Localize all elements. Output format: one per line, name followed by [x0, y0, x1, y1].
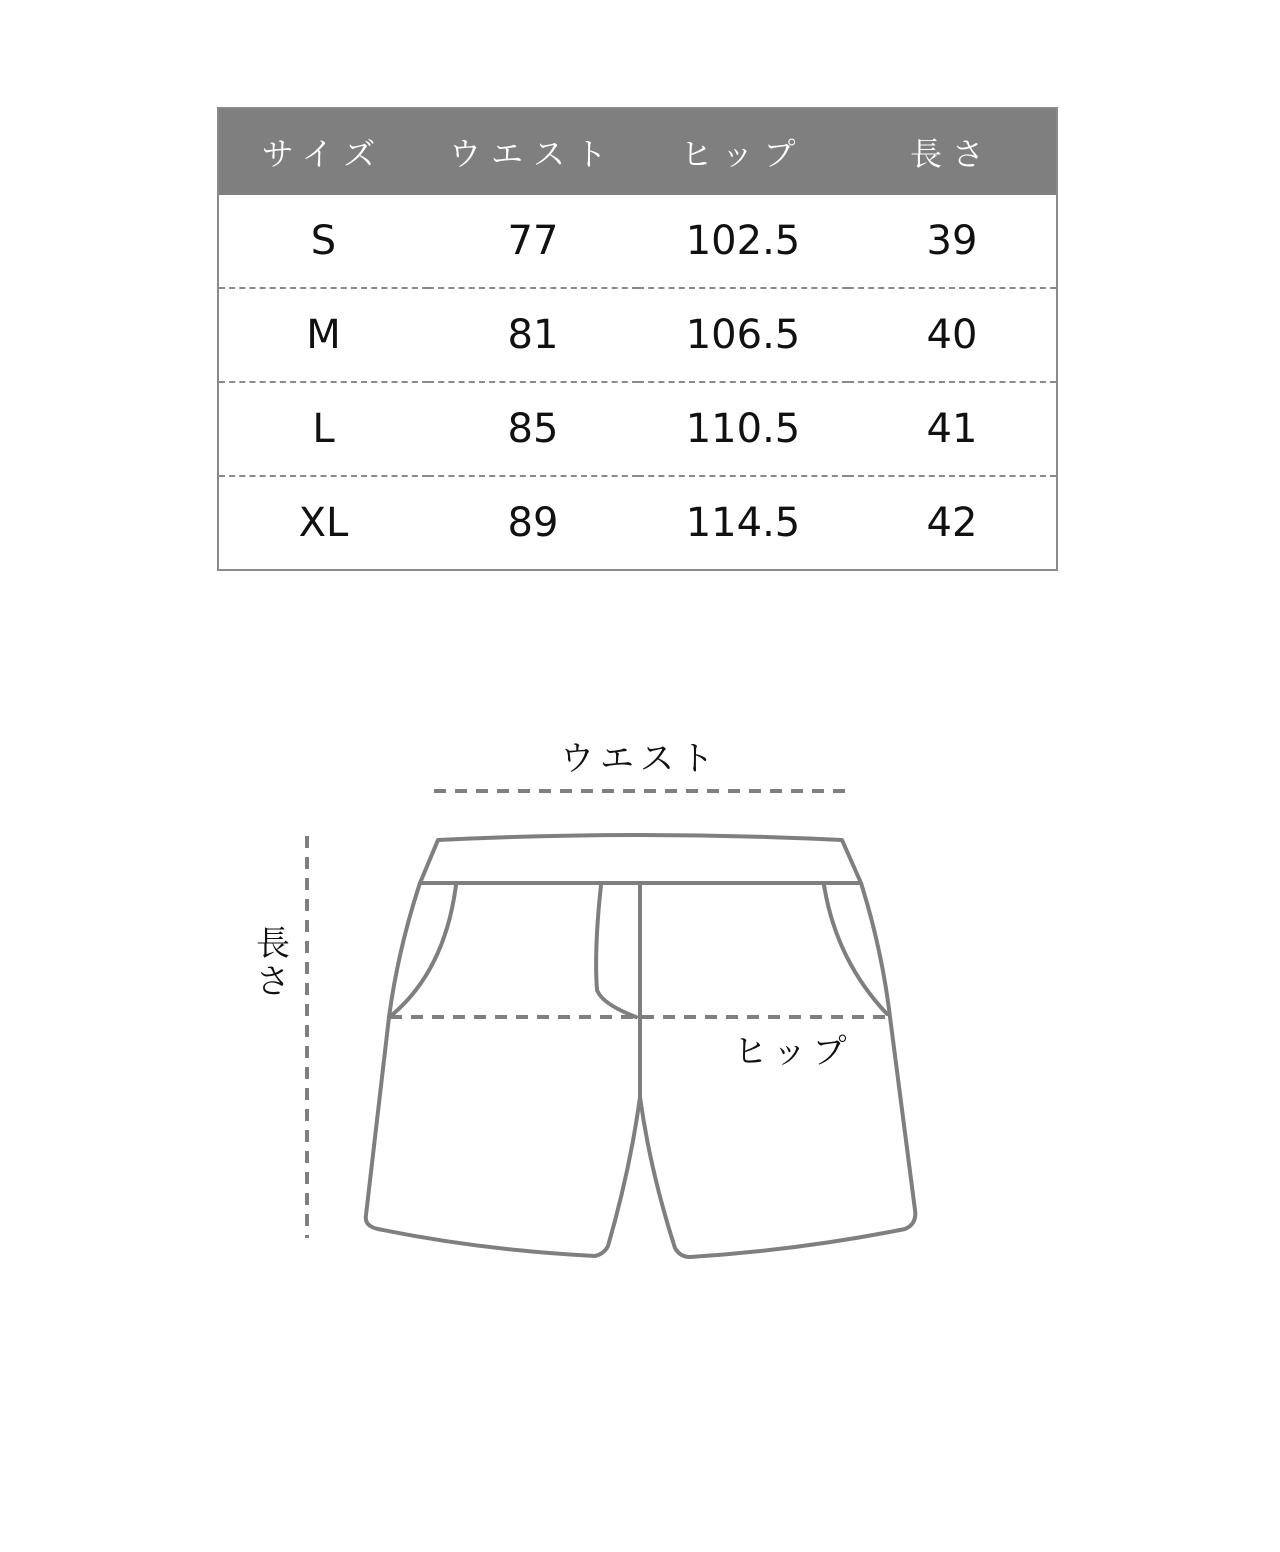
header-hip: ヒップ [638, 108, 848, 195]
table-row [218, 195, 1057, 288]
cell-size: M [218, 288, 428, 382]
cell-length: 42 [926, 500, 978, 546]
waistband [420, 835, 861, 883]
table-row [218, 476, 1057, 570]
cell-waist: 85 [428, 382, 638, 476]
cell-waist: 89 [507, 500, 559, 546]
cell-hip: 110.5 [638, 382, 848, 476]
size-chart-table [217, 107, 1058, 571]
hip-label: ヒップ [733, 1032, 853, 1072]
size-chart-header [218, 108, 1057, 195]
header-waist: ウエスト [428, 108, 638, 195]
cell-length: 40 [848, 288, 1057, 382]
table-row [218, 288, 1057, 382]
header-size: サイズ [218, 108, 428, 195]
table-row [218, 382, 1057, 476]
cell-size: XL [298, 500, 349, 546]
cell-hip: 106.5 [638, 288, 848, 382]
cell-length: 39 [848, 195, 1057, 288]
cell-hip: 114.5 [685, 500, 801, 546]
cell-size: S [218, 195, 428, 288]
length-label-char: 長 [256, 924, 290, 964]
cell-length: 41 [848, 382, 1057, 476]
cell-waist: 77 [428, 195, 638, 288]
header-row [218, 108, 1057, 195]
waist-label: ウエスト [560, 739, 720, 779]
size-chart-body [218, 195, 1057, 570]
cell-waist: 81 [428, 288, 638, 382]
length-label-char: さ [256, 962, 290, 1002]
cell-hip: 102.5 [638, 195, 848, 288]
header-length: 長さ [848, 108, 1057, 195]
cell-size: L [218, 382, 428, 476]
fly-stitching [596, 885, 636, 1017]
shorts-diagram [0, 700, 1280, 1300]
